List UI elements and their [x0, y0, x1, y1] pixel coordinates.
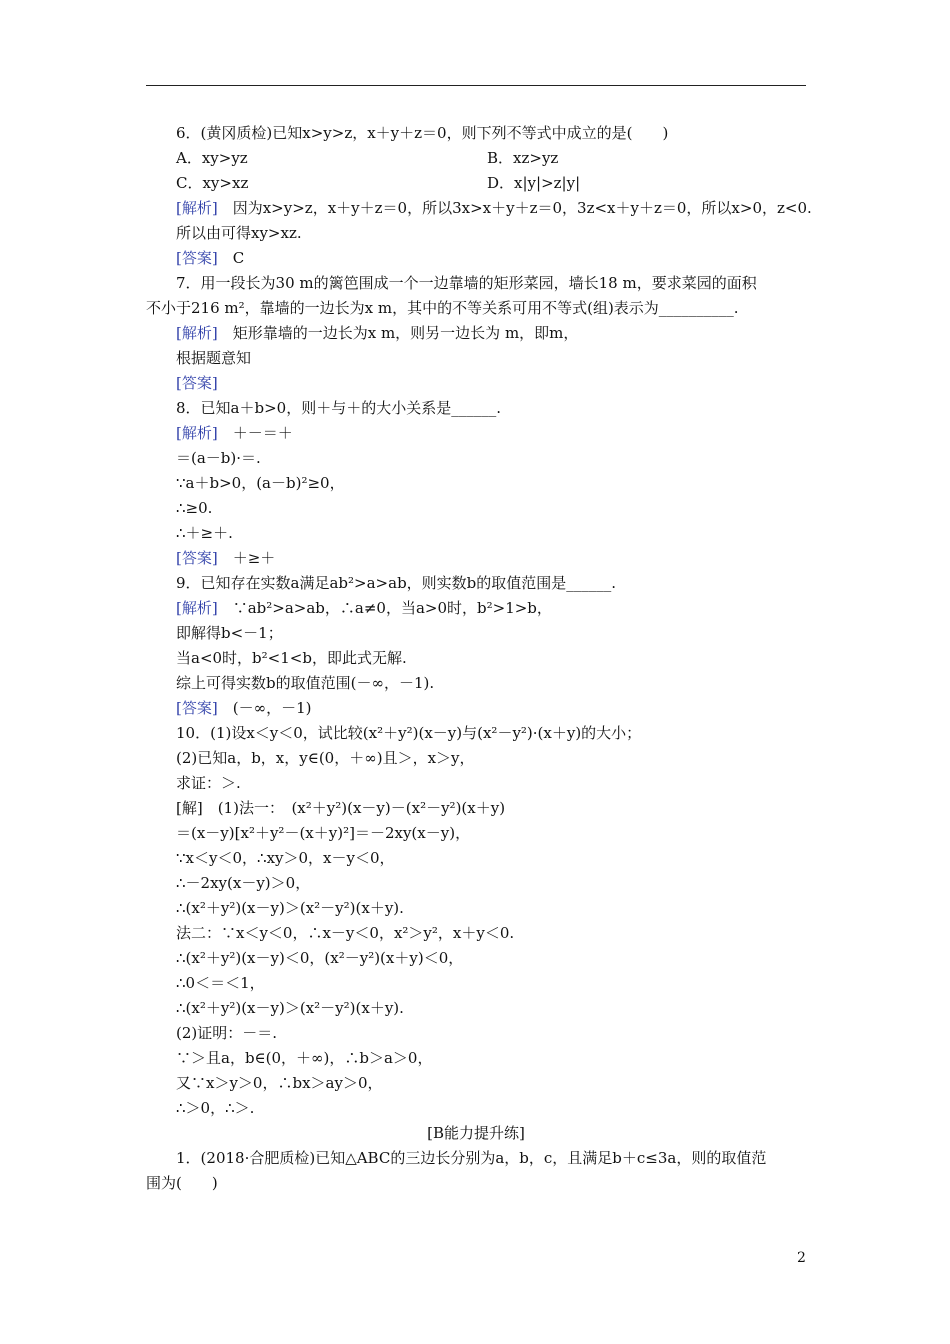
text-line [176, 398, 501, 418]
text-line [176, 373, 218, 393]
line-text: ∴0＜＝＜1， [176, 974, 265, 992]
section-tag: [解析] [176, 199, 218, 217]
line-text: ∵ab²>a>ab，∴a≠0，当a>0时，b²>1>b， [217, 599, 552, 617]
text-line [176, 748, 475, 768]
section-tag: [解析] [176, 324, 218, 342]
section-tag: [解析] [176, 424, 218, 442]
line-text: ＝(a－b)·＝. [176, 449, 261, 467]
line-text: 求证：＞. [176, 774, 241, 792]
section-tag: [答案] [176, 699, 218, 717]
line-text: 9．已知存在实数a满足ab²>a>ab，则实数b的取值范围是______. [176, 574, 617, 592]
text-line [487, 148, 558, 168]
text-line [176, 873, 310, 893]
line-text: 10．(1)设x＜y＜0，试比较(x²＋y²)(x－y)与(x²－y²)·(x＋y)的大小； [176, 724, 642, 742]
text-line [176, 898, 404, 918]
line-text: (2)证明：－＝. [176, 1024, 278, 1042]
text-line [176, 1098, 254, 1118]
line-text: (－∞，－1) [217, 699, 312, 717]
line-text: 8．已知a＋b>0，则＋与＋的大小关系是______. [176, 399, 501, 417]
text-line [176, 423, 293, 443]
line-text: 根据题意知 [176, 349, 252, 367]
line-text: 矩形靠墙的一边长为x m，则另一边长为 m，即m， [217, 324, 579, 342]
line-text: ＝(x－y)[x²＋y²－(x＋y)²]＝－2xy(x－y)， [176, 824, 471, 842]
text-line [176, 273, 757, 293]
section-tag: [答案] [176, 549, 218, 567]
line-text: 6．(黄冈质检)已知x>y>z，x＋y＋z＝0，则下列不等式中成立的是( ) [176, 124, 669, 142]
line-text: 7．用一段长为30 m的篱笆围成一个一边靠墙的矩形菜园，墙长18 m，要求菜园的面积 [176, 274, 757, 292]
line-text: 又∵x＞y＞0，∴bx＞ay＞0， [176, 1074, 383, 1092]
text-line [176, 948, 463, 968]
text-line [176, 998, 404, 1018]
section-tag: [解析] [176, 599, 218, 617]
line-text: 当a<0时，b²<1<b，即此式无解. [176, 649, 407, 667]
text-line [176, 848, 395, 868]
text-line [176, 348, 251, 368]
text-line [176, 673, 434, 693]
text-line [176, 173, 248, 193]
line-text: A．xy>yz [176, 149, 248, 167]
text-line [176, 448, 261, 468]
line-text: (2)已知a，b，x，y∈(0，＋∞)且＞，x＞y， [176, 749, 475, 767]
line-text: ＋－＝＋ [217, 424, 293, 442]
text-line [176, 523, 233, 543]
line-text: ∴(x²＋y²)(x－y)＜0，(x²－y²)(x＋y)＜0， [176, 949, 464, 967]
line-text: 法二：∵x＜y＜0，∴x－y＜0，x²＞y²，x＋y＜0. [176, 924, 515, 942]
text-line [176, 123, 668, 143]
text-line [146, 298, 739, 318]
header-rule [146, 85, 806, 86]
text-line [176, 798, 505, 818]
text-line [176, 723, 641, 743]
line-text: D．x|y|>z|y| [487, 174, 581, 192]
text-line [176, 473, 345, 493]
text-line [146, 1173, 218, 1193]
line-text: 所以由可得xy>xz. [176, 224, 302, 242]
text-line [176, 598, 552, 618]
section-tag: [答案] [176, 374, 218, 392]
line-text: [解] (1)法一： (x²＋y²)(x－y)－(x²－y²)(x＋y) [176, 799, 506, 817]
text-line [176, 973, 265, 993]
line-text: ∴≥0. [176, 499, 213, 517]
line-text: 因为x>y>z，x＋y＋z＝0，所以3x>x＋y＋z＝0，3z<x＋y＋z＝0，所以x>0，z<0. [217, 199, 812, 217]
line-text: 围为( ) [146, 1174, 218, 1192]
text-line [176, 148, 248, 168]
text-line [176, 198, 812, 218]
line-text: ∵＞且a，b∈(0，＋∞)，∴b＞a＞0， [176, 1049, 433, 1067]
text-line [176, 1148, 766, 1168]
line-text: C．xy>xz [176, 174, 249, 192]
text-line [176, 923, 514, 943]
line-text: B．xz>yz [487, 149, 559, 167]
page-number: 2 [797, 1250, 806, 1266]
line-text: 即解得b<－1； [176, 624, 283, 642]
line-text: ∴－2xy(x－y)＞0， [176, 874, 311, 892]
line-text: 不小于216 m²，靠墙的一边长为x m，其中的不等关系可用不等式(组)表示为__________. [146, 299, 739, 317]
line-text: ∵x＜y＜0，∴xy＞0，x－y＜0， [176, 849, 395, 867]
text-line [176, 823, 470, 843]
line-text: C [217, 249, 245, 267]
section-tag: [答案] [176, 249, 218, 267]
text-line [176, 223, 302, 243]
text-line [176, 248, 244, 268]
line-text: ∵a＋b>0，(a－b)²≥0， [176, 474, 345, 492]
text-line [487, 173, 580, 193]
line-text: ＋≥＋ [217, 549, 276, 567]
text-line [176, 548, 275, 568]
line-text: ∴(x²＋y²)(x－y)＞(x²－y²)(x＋y). [176, 899, 404, 917]
text-line [176, 498, 212, 518]
line-text: ∴＞0，∴＞. [176, 1099, 255, 1117]
text-line [176, 648, 407, 668]
text-line [176, 623, 283, 643]
text-line [176, 1073, 383, 1093]
text-line [176, 773, 241, 793]
line-text: ∴(x²＋y²)(x－y)＞(x²－y²)(x＋y). [176, 999, 404, 1017]
text-line [176, 1048, 432, 1068]
line-text: 综上可得实数b的取值范围(－∞，－1). [176, 674, 435, 692]
line-text: 1．(2018·合肥质检)已知△ABC的三边长分别为a，b，c，且满足b＋c≤3a，则的取值范 [176, 1149, 767, 1167]
line-text: ∴＋≥＋. [176, 524, 233, 542]
text-line [176, 698, 311, 718]
section-title: [B能力提升练] [427, 1124, 525, 1142]
text-line [176, 573, 616, 593]
text-line [176, 1023, 277, 1043]
text-line [176, 323, 578, 343]
